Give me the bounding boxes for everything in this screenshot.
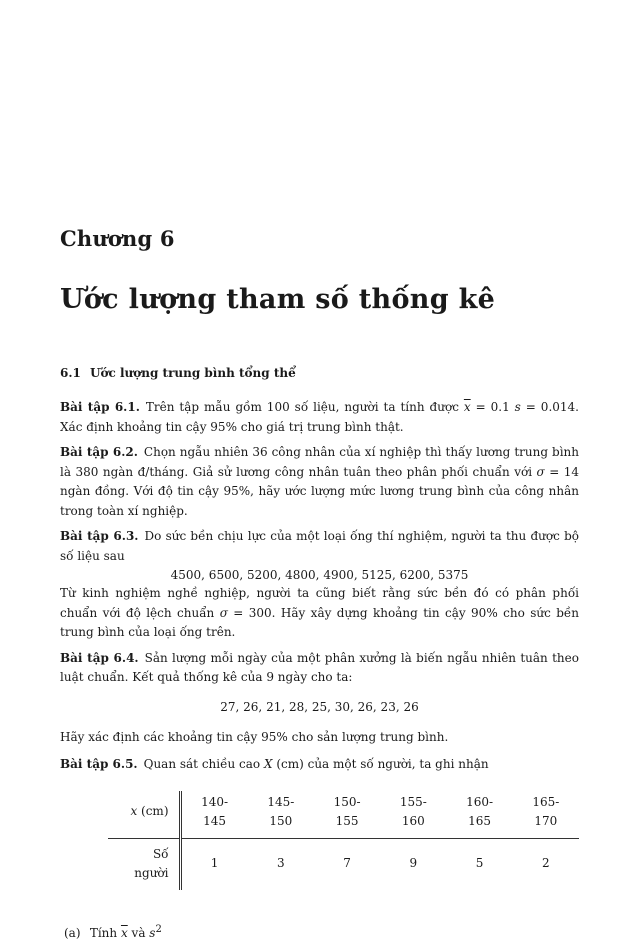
exercise-text: Hãy xác định các khoảng tin cậy 95% cho sản lượng trung bình. — [60, 729, 449, 744]
exercise-text: Trên tập mẫu gồm 100 số liệu, người ta tính được — [145, 400, 464, 414]
exercise-label: Bài tập 6.5. — [60, 757, 138, 771]
exercise-text: Do sức bền chịu lực của một loại ống thí nghiệm, người ta thu được bộ số liệu sau — [60, 529, 579, 563]
sub-question-text: Tính — [89, 925, 121, 940]
exercise-text: Từ kinh nghiệm nghề nghiệp, người ta cũng biết rằng sức bền đó có phân phối chuẩn với độ lệch chuẩn — [60, 586, 579, 620]
exercise-text: = 0.014. Xác định khoảng tin cậy 95% cho giá trị trung bình thật. — [60, 400, 579, 434]
math-xbar: $\overline{x}$ — [463, 400, 471, 414]
math-sigma: σ — [536, 464, 545, 479]
exercise-text: Sản lượng mỗi ngày của một phân xưởng là biến ngẫu nhiên tuân theo luật chuẩn. Kết quả thống kê của 9 ngày cho ta: — [60, 650, 579, 684]
math-xbar: $\overline{x}$ — [120, 925, 128, 940]
height-table — [108, 791, 579, 890]
table-cell: 7 — [343, 856, 351, 871]
sub-question-text: và — [127, 925, 150, 940]
data-display: 4500, 6500, 5200, 4800, 4900, 5125, 6200, 5375 — [170, 568, 469, 582]
table-cell: 1 — [210, 856, 219, 871]
table-cell: 145-150 — [248, 791, 314, 839]
section-title: Ước lượng trung bình tổng thể — [90, 366, 296, 380]
math-eq: = 0.1 — [470, 400, 515, 414]
section-number: 6.1 — [60, 366, 81, 380]
math-exponent: 2 — [155, 923, 162, 935]
exercise-text: Chọn ngẫu nhiên 36 công nhân của xí nghiệp thì thấy lương trung bình là 380 ngàn đ/tháng. Giả sử lương công nhân tuân theo phân phối chuẩn với — [60, 445, 579, 479]
table-cell: 5 — [475, 856, 484, 871]
table-row — [108, 791, 579, 839]
math-x: x — [130, 804, 138, 819]
exercise-6-4 — [60, 649, 579, 748]
exercise-label: Bài tập 6.2. — [60, 445, 138, 459]
table-cell: 3 — [277, 856, 285, 871]
table-header-cell — [108, 791, 180, 839]
exercise-label: Bài tập 6.4. — [60, 650, 139, 665]
exercise-6-3 — [60, 527, 579, 643]
chapter-label: Chương 6 — [60, 226, 175, 251]
sub-question-a — [64, 920, 579, 944]
math-s: s — [149, 925, 156, 940]
table-cell: 150-155 — [314, 791, 380, 839]
table-cell: 9 — [409, 856, 418, 871]
table-cell: 2 — [542, 856, 550, 871]
table-cell: 160-165 — [446, 791, 512, 839]
math-X: X — [263, 757, 273, 771]
table-cell: 165-170 — [513, 791, 579, 839]
header-unit: (cm) — [137, 804, 169, 819]
exercise-label: Bài tập 6.3. — [60, 529, 139, 543]
exercise-text: = 300. Hãy xây dựng khoảng tin cậy 90% cho sức bền trung bình của loại ống trên. — [60, 605, 580, 639]
exercise-label: Bài tập 6.1. — [60, 400, 140, 414]
table-header-cell: Số người — [108, 838, 180, 890]
chapter-title: Ước lượng tham số thống kê — [60, 284, 496, 315]
data-display: 27, 26, 21, 28, 25, 30, 26, 23, 26 — [220, 699, 419, 714]
exercise-6-2 — [60, 443, 579, 521]
exercise-text: Quan sát chiều cao — [143, 757, 264, 771]
table-row — [108, 838, 579, 890]
exercise-text: (cm) của một số người, ta ghi nhận — [272, 757, 489, 771]
table-cell: 155-160 — [380, 791, 446, 839]
table-cell: 140-145 — [180, 791, 248, 839]
math-s: s — [514, 400, 521, 414]
exercise-6-5 — [60, 755, 579, 943]
exercise-text: = 14 ngàn đồng. Với độ tin cậy 95%, hãy ước lượng mức lương trung bình của công nhân trong toàn xí nghiệp. — [60, 464, 580, 518]
section-heading — [60, 366, 296, 380]
exercise-6-1 — [60, 398, 579, 437]
exercise-list — [60, 398, 579, 949]
sub-question-label: (a) — [64, 925, 81, 940]
math-sigma: σ — [219, 605, 228, 620]
